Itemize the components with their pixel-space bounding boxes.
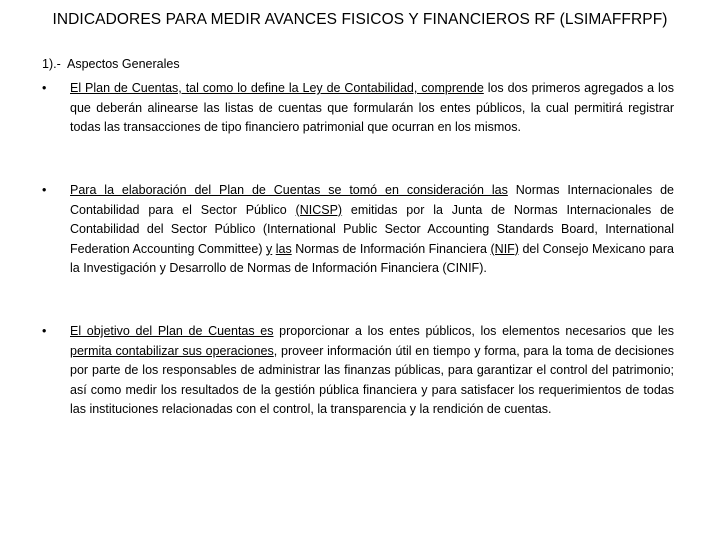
bullet-paragraph xyxy=(70,79,674,138)
underlined-phrase: El objetivo del Plan de Cuentas es xyxy=(70,324,274,338)
bullet-marker: • xyxy=(42,324,47,338)
bullet-paragraph xyxy=(70,322,674,420)
bullet-marker: • xyxy=(42,81,47,95)
paragraph-text: Normas de Información Financiera xyxy=(291,241,491,256)
underlined-conjunction: y xyxy=(265,241,273,256)
bullet-paragraph xyxy=(70,181,674,279)
paragraph-text: emitidas por la Junta de Normas Internacionales de Contabilidad del Sector Público (International Public Sector Accounting Standards Board, International Federation Accounting Committee) xyxy=(70,202,675,256)
paragraph-text: los dos primeros agregados a los que deberán alinearse las listas de cuentas que formularán los entes públicos, la cual permitirá registrar todas las transacciones de tipo financiero patrimonial que ocurran en los mismos. xyxy=(70,81,674,134)
bullet-item-elaboracion xyxy=(42,181,674,279)
section-heading: 1).- Aspectos Generales xyxy=(42,57,180,71)
underlined-phrase: El Plan de Cuentas, tal como lo define la Ley de Contabilidad, comprende xyxy=(70,81,484,95)
underlined-phrase: permita contabilizar sus operaciones xyxy=(70,343,274,358)
paragraph-text: proporcionar a los entes públicos, los elementos necesarios que les xyxy=(273,324,675,338)
underlined-phrase: Para la elaboración del Plan de Cuentas se tomó en consideración las xyxy=(70,183,508,197)
bullet-item-objetivo xyxy=(42,322,674,420)
paragraph-text: , proveer información útil en tiempo y forma, para la toma de decisiones por parte de los responsables de administrar las finanzas públicas, para garantizar el control del patrimonio; así como medir los resultados de la gestión pública financiera y para satisfacer los requerimientos de todas las instituciones relacionadas con el control, la transparencia y la rendición de cuentas. xyxy=(70,343,674,416)
acronym-nicsp: (NICSP) xyxy=(295,202,343,217)
paragraph-text: del Consejo Mexicano para la Investigación y Desarrollo de Normas de Información Financiera (CINIF). xyxy=(70,241,674,275)
acronym-nif: (NIF) xyxy=(490,241,519,256)
paragraph-text: Normas Internacionales de Contabilidad para el Sector Público xyxy=(70,183,675,217)
bullet-marker: • xyxy=(42,183,47,197)
underlined-article: las xyxy=(275,241,292,256)
bullet-item-plan-de-cuentas xyxy=(42,79,674,138)
page-title: INDICADORES PARA MEDIR AVANCES FISICOS Y FINANCIEROS RF (LSIMAFFRPF) xyxy=(52,11,668,28)
